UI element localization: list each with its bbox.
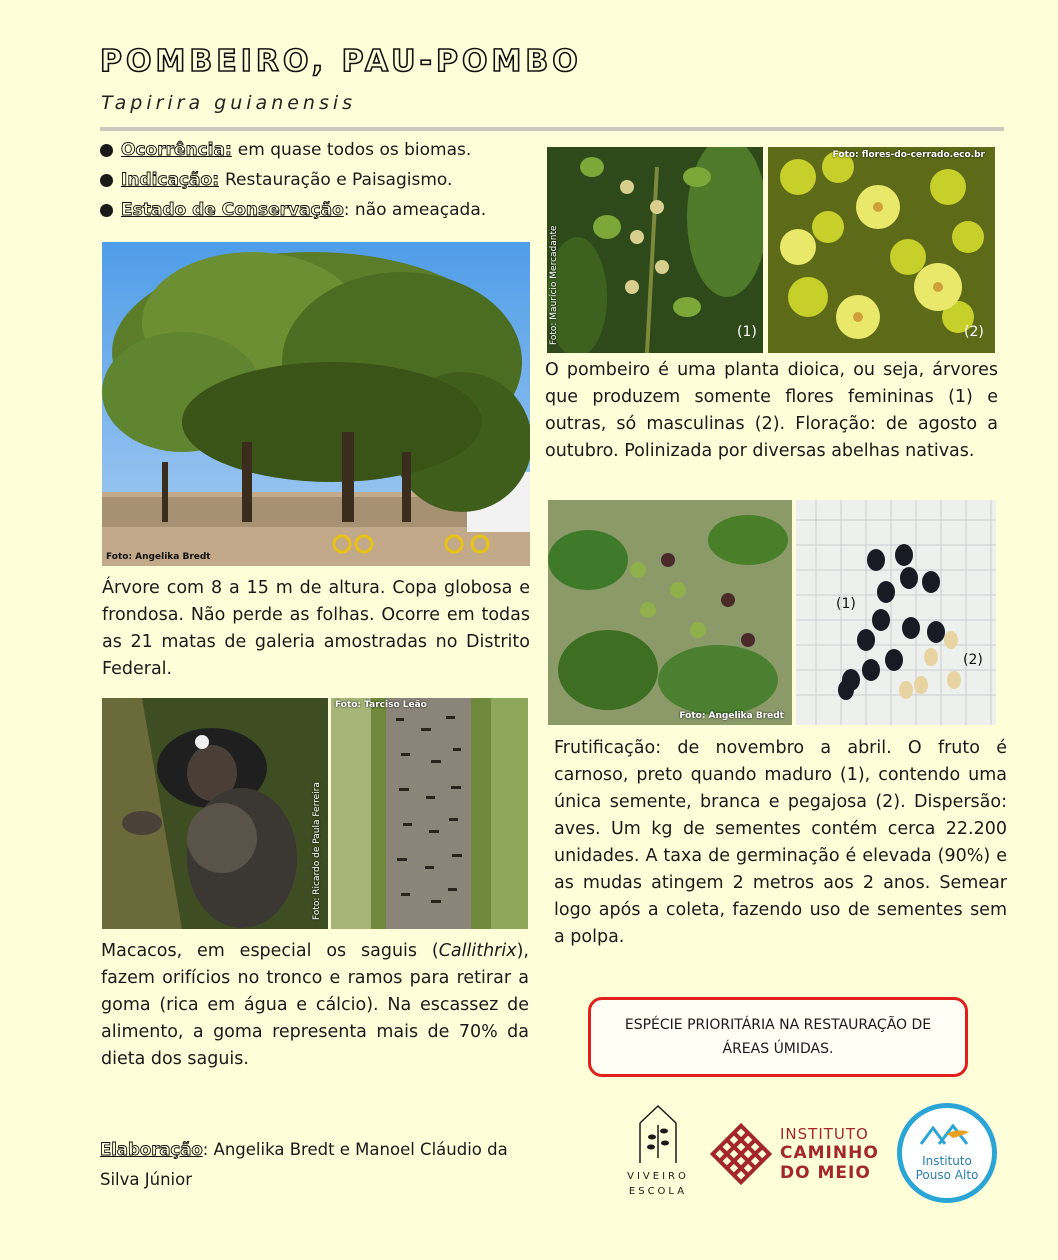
fruit-description: Frutificação: de novembro a abril. O fruto é carnoso, preto quando maduro (1), contendo uma única semente, branca e pegajosa (2). Dispersão: aves. Um kg de sementes contém cerca 22.200 unidades. A taxa de germinação é elevada (90%) e as mudas atingem 2 metros aos 2 anos. Semear logo após a coleta, fazendo uso de sementes sem a polpa. [554, 738, 1007, 947]
fact-value: Restauração e Paisagismo. [225, 170, 453, 190]
page-title: POMBEIRO, PAU-POMBO [100, 44, 582, 79]
fruit-photo [548, 500, 792, 725]
tree-illustration [102, 242, 530, 566]
tree-description: Árvore com 8 a 15 m de altura. Copa globosa e frondosa. Não perde as folhas. Ocorre em todas as 21 matas de galeria amostradas no Distrito Federal. [102, 578, 530, 679]
callout-line: ÁREAS ÚMIDAS. [722, 1041, 834, 1057]
seed-illustration [796, 500, 996, 725]
bullet-icon [100, 204, 113, 217]
scientific-name: Tapirira guianensis [101, 92, 357, 114]
male-flower-illustration [768, 147, 995, 353]
logo-text: VIVEIRO [627, 1171, 689, 1182]
caminho-text [780, 1125, 879, 1183]
facts-list [100, 140, 540, 230]
photo-credit: Foto: Angelika Bredt [679, 711, 784, 721]
leaf-house-icon [636, 1103, 680, 1165]
priority-callout [588, 997, 968, 1077]
bullet-icon [100, 174, 113, 187]
caminho-do-meio-logo [708, 1113, 883, 1195]
logo-text: CAMINHO [780, 1143, 879, 1163]
female-flower-photo [547, 147, 763, 353]
credits-label: Elaboração [100, 1140, 203, 1159]
marmoset-illustration [102, 698, 328, 929]
endless-knot-icon [708, 1121, 774, 1187]
photo-marker: (1) [836, 596, 856, 612]
trunk-photo [331, 698, 528, 929]
fact-value: : não ameaçada. [343, 200, 487, 220]
text-segment: ), fazem orifícios no tronco e ramos para retirar a goma (rica em água e cálcio). Na escassez de alimento, a goma representa mais de 70% da dieta dos saguis. [101, 941, 529, 1069]
photo-credit-vertical: Foto: Ricardo de Paula Ferreira [312, 782, 322, 920]
photo-credit: Foto: flores-do-cerrado.eco.br [832, 150, 985, 160]
viveiro-escola-logo [622, 1103, 694, 1203]
seed-photo [796, 500, 996, 725]
bird-icon [917, 1122, 977, 1150]
logo-text: ESCOLA [628, 1186, 688, 1197]
female-flower-illustration [547, 147, 763, 353]
photo-credit-vertical: Foto: Maurício Mercadante [549, 225, 559, 345]
photo-credit: Foto: Angelika Bredt [106, 552, 211, 562]
credits-text: : Angelika Bredt e Manoel Cláudio da Silva Júnior [100, 1140, 508, 1189]
fact-occurrence [100, 140, 540, 160]
fact-indication [100, 170, 540, 190]
trunk-illustration [331, 698, 528, 929]
bullet-icon [100, 144, 113, 157]
photo-marker: (2) [964, 324, 984, 340]
fact-label: Ocorrência: [121, 140, 232, 160]
logo-text: Instituto [922, 1154, 972, 1168]
photo-marker: (1) [737, 324, 757, 340]
fruit-illustration [548, 500, 792, 725]
fact-label: Indicação: [121, 170, 219, 190]
credits [100, 1135, 520, 1195]
header-divider [100, 127, 1004, 131]
text-segment: Macacos, em especial os saguis ( [101, 941, 439, 961]
fact-value: em quase todos os biomas. [237, 140, 472, 160]
tree-photo [102, 242, 530, 566]
logo-text: INSTITUTO [780, 1125, 869, 1143]
male-flower-photo [768, 147, 995, 353]
pouso-alto-logo [897, 1103, 997, 1203]
genus-name: Callithrix [438, 941, 517, 961]
monkey-photo [102, 698, 328, 929]
logo-text: Pouso Alto [915, 1168, 979, 1182]
fact-label: Estado de Conservação [121, 200, 344, 220]
flower-description: O pombeiro é uma planta dioica, ou seja, árvores que produzem somente flores femininas (1) e outras, só masculinas (2). Floração: de agosto a outubro. Polinizada por diversas abelhas nativas. [545, 360, 998, 461]
monkey-description [101, 938, 529, 1073]
callout-line: ESPÉCIE PRIORITÁRIA NA RESTAURAÇÃO DE [624, 1017, 932, 1033]
photo-credit: Foto: Tarciso Leão [335, 700, 427, 710]
fact-conservation [100, 200, 540, 220]
logo-text: DO MEIO [780, 1163, 871, 1183]
photo-marker: (2) [963, 652, 983, 668]
